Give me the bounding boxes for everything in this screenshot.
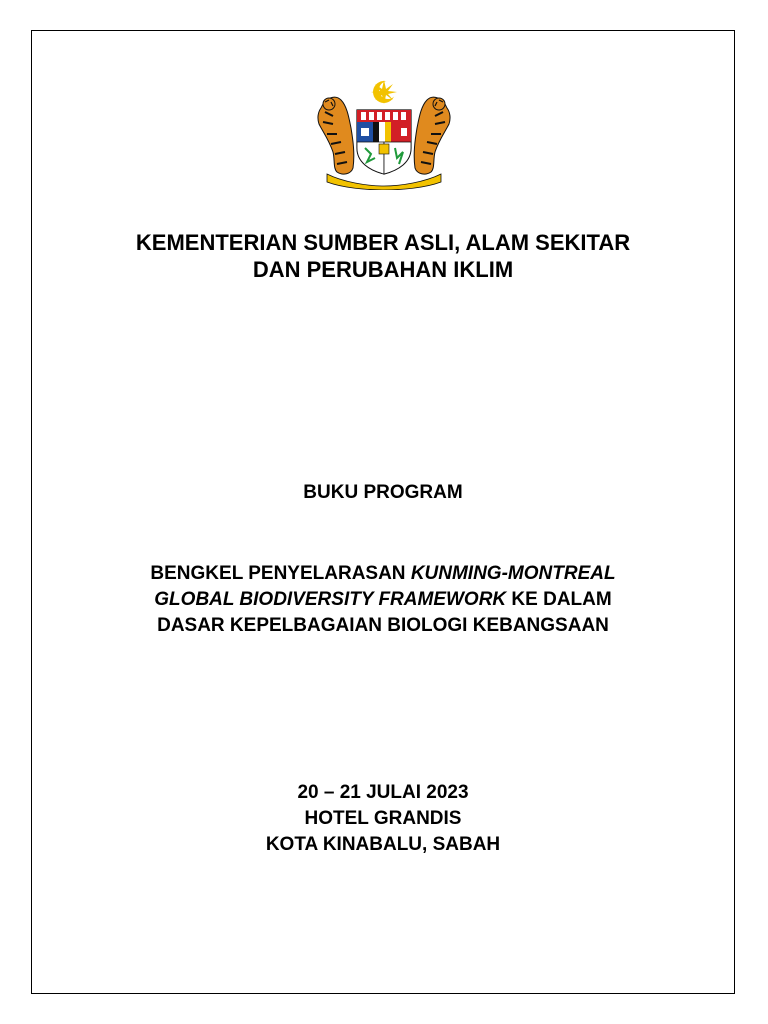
event-date: 20 – 21 JULAI 2023 <box>297 782 469 803</box>
workshop-title-line-1 <box>31 561 735 587</box>
document-type <box>31 481 735 505</box>
workshop-title-line-2-italic: GLOBAL BIODIVERSITY FRAMEWORK <box>154 589 507 610</box>
malaysia-coat-of-arms-icon <box>313 78 455 190</box>
crescent-star-icon <box>371 80 397 104</box>
ministry-name-line-2: DAN PERUBAHAN IKLIM <box>252 257 514 282</box>
workshop-title-line-2 <box>31 587 735 613</box>
workshop-title-line-2-regular: KE DALAM <box>506 589 612 610</box>
shield-icon <box>357 110 411 174</box>
event-location: KOTA KINABALU, SABAH <box>265 834 501 855</box>
ministry-name <box>31 229 735 283</box>
event-info <box>31 780 735 858</box>
document-type-label: BUKU PROGRAM <box>303 482 463 503</box>
ministry-name-line-1: KEMENTERIAN SUMBER ASLI, ALAM SEKITAR <box>135 230 631 255</box>
left-tiger-icon <box>318 97 354 174</box>
motto-scroll-icon <box>327 174 441 190</box>
workshop-title-line-1-italic: KUNMING-MONTREAL <box>410 563 616 584</box>
event-venue: HOTEL GRANDIS <box>304 808 462 829</box>
workshop-title-line-3: DASAR KEPELBAGAIAN BIOLOGI KEBANGSAAN <box>157 615 609 636</box>
workshop-title <box>31 561 735 639</box>
workshop-title-line-1-regular: BENGKEL PENYELARASAN <box>150 563 411 584</box>
right-tiger-icon <box>414 97 450 174</box>
